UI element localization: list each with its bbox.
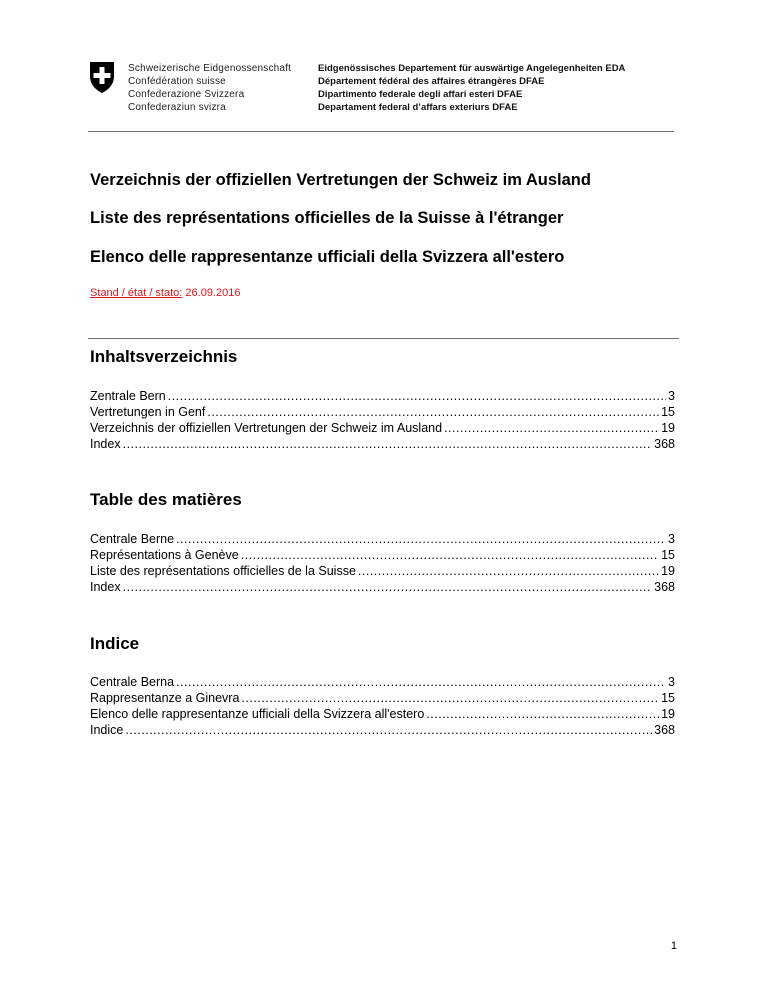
toc-entry[interactable]: Liste des représentations officielles de la Suisse ..... 19 (90, 563, 675, 579)
title-de: Verzeichnis der offiziellen Vertretungen der Schweiz im Ausland (90, 171, 591, 189)
toc-fr (90, 531, 675, 595)
toc-entry[interactable]: Représentations à Genève ..... 15 (90, 547, 675, 563)
toc-entry[interactable]: Centrale Berna ..... 3 (90, 674, 675, 690)
page-number: 1 (670, 940, 677, 952)
title-it: Elenco delle rappresentanze ufficiali della Svizzera all'estero (90, 248, 565, 266)
confederation-names: Schweizerische Eidgenossenschaft Confédération suisse Confederazione Svizzera Confederaziun svizra (128, 63, 292, 113)
toc-entry[interactable]: Elenco delle rappresentanze ufficiali della Svizzera all'estero ..... 19 (90, 706, 675, 722)
toc-entry[interactable]: Index ..... 368 (90, 436, 675, 452)
header-divider (88, 131, 674, 132)
stand-label: Stand / état / stato: (90, 287, 183, 299)
toc-heading-fr: Table des matières (90, 490, 242, 509)
toc-entry[interactable]: Zentrale Bern ..... 3 (90, 388, 675, 404)
toc-heading-de: Inhaltsverzeichnis (90, 347, 238, 366)
letterhead (88, 60, 678, 120)
stand-date (90, 287, 240, 299)
section-divider (88, 338, 679, 339)
title-fr: Liste des représentations officielles de la Suisse à l'étranger (90, 209, 564, 227)
stand-value: 26.09.2016 (185, 287, 241, 299)
toc-entry[interactable]: Vertretungen in Genf ..... 15 (90, 404, 675, 420)
toc-it (90, 674, 675, 738)
toc-entry[interactable]: Index ..... 368 (90, 579, 675, 595)
swiss-crest-icon (88, 60, 116, 94)
department-names: Eidgenössisches Departement für auswärtige Angelegenheiten EDA Département fédéral des affaires étrangères DFAE Dipartimento federale degli affari esteri DFAE Departament federal d’affars exteriurs DFAE (318, 63, 626, 113)
toc-de (90, 388, 675, 452)
toc-entry[interactable]: Verzeichnis der offiziellen Vertretungen der Schweiz im Ausland ..... 19 (90, 420, 675, 436)
toc-entry[interactable]: Indice ..... 368 (90, 722, 675, 738)
toc-heading-it: Indice (90, 634, 140, 653)
toc-entry[interactable]: Rappresentanze a Ginevra ..... 15 (90, 690, 675, 706)
toc-entry[interactable]: Centrale Berne ..... 3 (90, 531, 675, 547)
